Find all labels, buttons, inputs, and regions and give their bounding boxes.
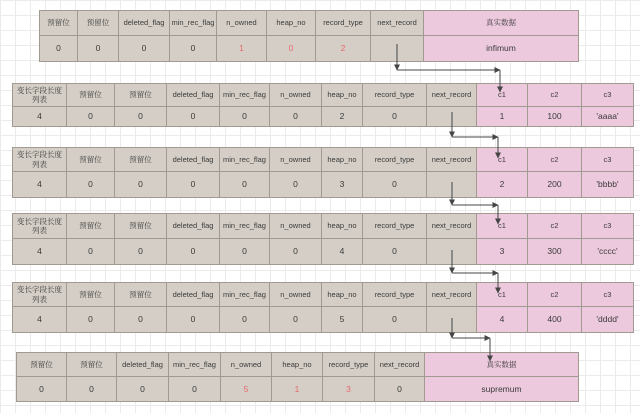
table-user-record-3 (12, 213, 634, 265)
user-record-4-reserved-2-header: 预留位 (115, 283, 167, 307)
user-record-2-var-len-list-value: 4 (13, 172, 67, 197)
user-record-4-c2-value: 400 (528, 307, 582, 332)
user-record-2-deleted-flag-header: deleted_flag (167, 148, 220, 172)
infimum-record-real-data-header: 真实数据 (424, 11, 578, 36)
user-record-1-c2-header: c2 (528, 84, 582, 107)
user-record-4-heap-no-value: 5 (322, 307, 363, 332)
infimum-record-n-owned-header: n_owned (217, 11, 267, 36)
supremum-record-real-data-header: 真实数据 (425, 353, 578, 377)
user-record-2-n-owned-value: 0 (270, 172, 322, 197)
user-record-2-min-rec-flag-value: 0 (220, 172, 270, 197)
user-record-4-c3-header: c3 (582, 283, 633, 307)
user-record-2-heap-no-header: heap_no (322, 148, 363, 172)
supremum-record-deleted-flag-value: 0 (117, 377, 169, 401)
user-record-2-heap-no-value: 3 (322, 172, 363, 197)
user-record-1-min-rec-flag-value: 0 (220, 107, 270, 126)
infimum-record-real-data-value: infimum (424, 36, 578, 61)
user-record-4-c2-header: c2 (528, 283, 582, 307)
user-record-1-var-len-list-value: 4 (13, 107, 67, 126)
user-record-4-n-owned-header: n_owned (270, 283, 322, 307)
user-record-2-record-type-value: 0 (363, 172, 427, 197)
user-record-1-reserved-1-value: 0 (67, 107, 115, 126)
user-record-4-c1-value: 4 (477, 307, 528, 332)
infimum-record-next-record-header: next_record (371, 11, 424, 36)
user-record-4-n-owned-value: 0 (270, 307, 322, 332)
user-record-1-n-owned-header: n_owned (270, 84, 322, 107)
user-record-1-heap-no-value: 2 (322, 107, 363, 126)
user-record-3-c1-header: c1 (477, 214, 528, 239)
user-record-3-reserved-1-header: 预留位 (67, 214, 115, 239)
supremum-record-min-rec-flag-value: 0 (169, 377, 221, 401)
infimum-record-next-record-value (371, 36, 424, 61)
user-record-1-next-record-value (427, 107, 477, 126)
user-record-1-next-record-header: next_record (427, 84, 477, 107)
user-record-3-c1-value: 3 (477, 239, 528, 264)
user-record-1-c1-value: 1 (477, 107, 528, 126)
user-record-1-heap-no-header: heap_no (322, 84, 363, 107)
user-record-2-deleted-flag-value: 0 (167, 172, 220, 197)
user-record-1-var-len-list-header: 变长字段长度列表 (13, 84, 67, 107)
supremum-record-min-rec-flag-header: min_rec_flag (169, 353, 221, 377)
infimum-record-min-rec-flag-header: min_rec_flag (170, 11, 217, 36)
user-record-3-var-len-list-value: 4 (13, 239, 67, 264)
infimum-record-reserved-1-value: 0 (40, 36, 78, 61)
user-record-2-reserved-2-value: 0 (115, 172, 167, 197)
user-record-1-reserved-2-value: 0 (115, 107, 167, 126)
user-record-2-next-record-value (427, 172, 477, 197)
user-record-4-next-record-header: next_record (427, 283, 477, 307)
user-record-2-reserved-2-header: 预留位 (115, 148, 167, 172)
user-record-1-c2-value: 100 (528, 107, 582, 126)
user-record-4-min-rec-flag-header: min_rec_flag (220, 283, 270, 307)
user-record-4-var-len-list-value: 4 (13, 307, 67, 332)
supremum-record-record-type-value: 3 (323, 377, 375, 401)
user-record-2-reserved-1-header: 预留位 (67, 148, 115, 172)
user-record-3-reserved-2-header: 预留位 (115, 214, 167, 239)
table-user-record-4 (12, 282, 634, 333)
user-record-4-deleted-flag-header: deleted_flag (167, 283, 220, 307)
user-record-2-c1-header: c1 (477, 148, 528, 172)
user-record-3-c2-value: 300 (528, 239, 582, 264)
user-record-2-c3-value: 'bbbb' (582, 172, 633, 197)
user-record-3-next-record-value (427, 239, 477, 264)
user-record-2-reserved-1-value: 0 (67, 172, 115, 197)
user-record-1-record-type-header: record_type (363, 84, 427, 107)
supremum-record-reserved-1-header: 预留位 (17, 353, 67, 377)
supremum-record-heap-no-value: 1 (272, 377, 323, 401)
table-user-record-1 (12, 83, 634, 127)
user-record-2-n-owned-header: n_owned (270, 148, 322, 172)
infimum-record-reserved-1-header: 预留位 (40, 11, 78, 36)
user-record-3-reserved-1-value: 0 (67, 239, 115, 264)
supremum-record-reserved-2-header: 预留位 (67, 353, 117, 377)
supremum-record-deleted-flag-header: deleted_flag (117, 353, 169, 377)
user-record-1-n-owned-value: 0 (270, 107, 322, 126)
user-record-1-deleted-flag-header: deleted_flag (167, 84, 220, 107)
supremum-record-next-record-value: 0 (375, 377, 425, 401)
table-supremum-record (16, 352, 579, 402)
user-record-2-var-len-list-header: 变长字段长度列表 (13, 148, 67, 172)
user-record-3-n-owned-header: n_owned (270, 214, 322, 239)
user-record-3-record-type-value: 0 (363, 239, 427, 264)
user-record-3-deleted-flag-header: deleted_flag (167, 214, 220, 239)
user-record-4-var-len-list-header: 变长字段长度列表 (13, 283, 67, 307)
supremum-record-reserved-1-value: 0 (17, 377, 67, 401)
infimum-record-record-type-header: record_type (316, 11, 371, 36)
user-record-1-deleted-flag-value: 0 (167, 107, 220, 126)
user-record-1-min-rec-flag-header: min_rec_flag (220, 84, 270, 107)
user-record-4-deleted-flag-value: 0 (167, 307, 220, 332)
table-infimum-record (39, 10, 579, 62)
user-record-4-record-type-header: record_type (363, 283, 427, 307)
user-record-4-next-record-value (427, 307, 477, 332)
infimum-record-deleted-flag-value: 0 (119, 36, 170, 61)
user-record-4-heap-no-header: heap_no (322, 283, 363, 307)
infimum-record-record-type-value: 2 (316, 36, 371, 61)
user-record-2-record-type-header: record_type (363, 148, 427, 172)
user-record-3-next-record-header: next_record (427, 214, 477, 239)
user-record-3-min-rec-flag-header: min_rec_flag (220, 214, 270, 239)
infimum-record-reserved-2-header: 预留位 (78, 11, 119, 36)
user-record-3-heap-no-value: 4 (322, 239, 363, 264)
user-record-1-record-type-value: 0 (363, 107, 427, 126)
user-record-1-reserved-1-header: 预留位 (67, 84, 115, 107)
user-record-4-c3-value: 'dddd' (582, 307, 633, 332)
user-record-2-min-rec-flag-header: min_rec_flag (220, 148, 270, 172)
user-record-4-record-type-value: 0 (363, 307, 427, 332)
user-record-4-reserved-1-value: 0 (67, 307, 115, 332)
infimum-record-deleted-flag-header: deleted_flag (119, 11, 170, 36)
supremum-record-record-type-header: record_type (323, 353, 375, 377)
infimum-record-min-rec-flag-value: 0 (170, 36, 217, 61)
user-record-3-record-type-header: record_type (363, 214, 427, 239)
supremum-record-next-record-header: next_record (375, 353, 425, 377)
user-record-3-min-rec-flag-value: 0 (220, 239, 270, 264)
user-record-4-reserved-2-value: 0 (115, 307, 167, 332)
supremum-record-reserved-2-value: 0 (67, 377, 117, 401)
user-record-3-c2-header: c2 (528, 214, 582, 239)
user-record-1-c1-header: c1 (477, 84, 528, 107)
user-record-4-c1-header: c1 (477, 283, 528, 307)
infimum-record-heap-no-header: heap_no (267, 11, 316, 36)
user-record-3-c3-value: 'cccc' (582, 239, 633, 264)
infimum-record-reserved-2-value: 0 (78, 36, 119, 61)
user-record-3-reserved-2-value: 0 (115, 239, 167, 264)
infimum-record-n-owned-value: 1 (217, 36, 267, 61)
user-record-3-n-owned-value: 0 (270, 239, 322, 264)
user-record-4-reserved-1-header: 预留位 (67, 283, 115, 307)
supremum-record-n-owned-value: 5 (221, 377, 272, 401)
user-record-2-c1-value: 2 (477, 172, 528, 197)
user-record-3-deleted-flag-value: 0 (167, 239, 220, 264)
user-record-2-c3-header: c3 (582, 148, 633, 172)
supremum-record-n-owned-header: n_owned (221, 353, 272, 377)
user-record-2-c2-header: c2 (528, 148, 582, 172)
user-record-3-var-len-list-header: 变长字段长度列表 (13, 214, 67, 239)
user-record-2-c2-value: 200 (528, 172, 582, 197)
table-user-record-2 (12, 147, 634, 198)
supremum-record-heap-no-header: heap_no (272, 353, 323, 377)
user-record-3-c3-header: c3 (582, 214, 633, 239)
supremum-record-real-data-value: supremum (425, 377, 578, 401)
user-record-1-c3-value: 'aaaa' (582, 107, 633, 126)
infimum-record-heap-no-value: 0 (267, 36, 316, 61)
user-record-1-reserved-2-header: 预留位 (115, 84, 167, 107)
user-record-2-next-record-header: next_record (427, 148, 477, 172)
user-record-1-c3-header: c3 (582, 84, 633, 107)
user-record-4-min-rec-flag-value: 0 (220, 307, 270, 332)
user-record-3-heap-no-header: heap_no (322, 214, 363, 239)
